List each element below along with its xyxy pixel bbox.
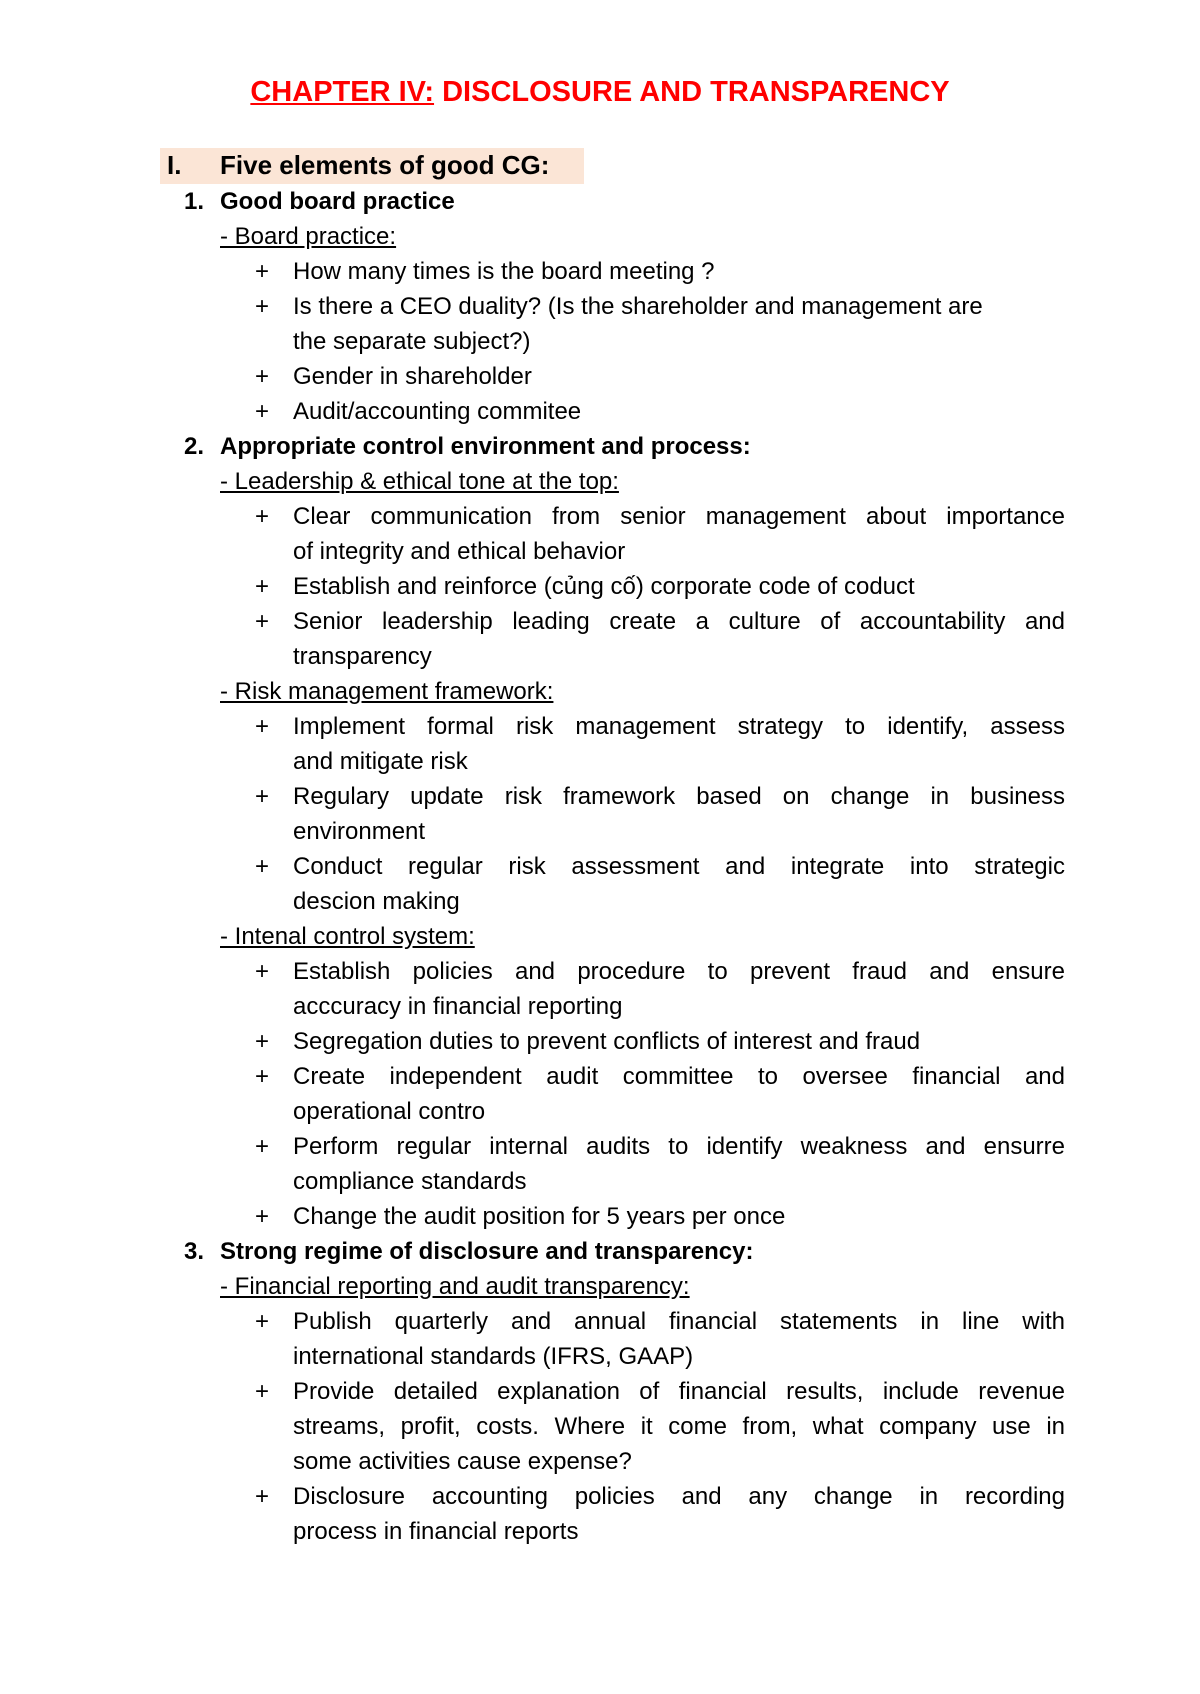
bullet-text: Provide detailed explanation of financial results, include revenue <box>293 1378 1065 1405</box>
bullet-text: Perform regular internal audits to identify weakness and ensurre <box>293 1133 1065 1160</box>
subheading: - Board practice: <box>220 223 397 250</box>
plus-icon: + <box>255 573 270 600</box>
plus-icon: + <box>255 853 270 880</box>
plus-icon: + <box>255 958 270 985</box>
chapter-title-prefix: CHAPTER IV: <box>250 76 435 108</box>
plus-icon: + <box>255 1063 270 1090</box>
bullet-text: acccuracy in financial reporting <box>293 993 623 1020</box>
item-heading: Appropriate control environment and process: <box>220 433 751 460</box>
bullet-text: the separate subject?) <box>293 328 531 355</box>
plus-icon: + <box>255 1203 270 1230</box>
section-title: Five elements of good CG: <box>220 150 550 180</box>
bullet-text: Create independent audit committee to oversee financial and <box>293 1063 1065 1090</box>
plus-icon: + <box>255 1028 270 1055</box>
bullet-text: some activities cause expense? <box>293 1448 632 1475</box>
bullet-text: of integrity and ethical behavior <box>293 538 626 565</box>
bullet-text: Change the audit position for 5 years per once <box>293 1203 786 1230</box>
bullet-text: How many times is the board meeting ? <box>293 258 715 285</box>
bullet-text: Segregation duties to prevent conflicts of interest and fraud <box>293 1028 921 1055</box>
plus-icon: + <box>255 258 270 285</box>
bullet-text: and mitigate risk <box>293 748 468 775</box>
bullet-text: Disclosure accounting policies and any change in recording <box>293 1483 1065 1510</box>
chapter-title-rest: DISCLOSURE AND TRANSPARENCY <box>434 76 950 108</box>
bullet-text: Gender in shareholder <box>293 363 532 390</box>
bullet-text: transparency <box>293 643 432 670</box>
item-heading: Strong regime of disclosure and transparency: <box>220 1238 754 1265</box>
subheading: - Leadership & ethical tone at the top: <box>220 468 619 495</box>
item-number: 2. <box>184 433 205 460</box>
bullet-text: operational contro <box>293 1098 486 1125</box>
bullet-text: streams, profit, costs. Where it come from, what company use in <box>293 1413 1065 1440</box>
item-number: 1. <box>184 188 205 215</box>
bullet-text: Implement formal risk management strategy to identify, assess <box>293 713 1065 740</box>
bullet-text: compliance standards <box>293 1168 527 1195</box>
subheading: - Financial reporting and audit transparency: <box>220 1273 690 1300</box>
section-numeral: I. <box>167 150 182 180</box>
plus-icon: + <box>255 503 270 530</box>
plus-icon: + <box>255 1483 270 1510</box>
bullet-text: Publish quarterly and annual financial statements in line with <box>293 1308 1065 1335</box>
item-number: 3. <box>184 1238 205 1265</box>
plus-icon: + <box>255 1308 270 1335</box>
bullet-text: international standards (IFRS, GAAP) <box>293 1343 694 1370</box>
plus-icon: + <box>255 713 270 740</box>
plus-icon: + <box>255 363 270 390</box>
bullet-text: Establish and reinforce (củng cố) corporate code of coduct <box>293 573 915 600</box>
plus-icon: + <box>255 1133 270 1160</box>
plus-icon: + <box>255 783 270 810</box>
bullet-text: Regulary update risk framework based on change in business <box>293 783 1065 810</box>
bullet-text: process in financial reports <box>293 1518 579 1545</box>
subheading: - Intenal control system: <box>220 923 475 950</box>
bullet-text: descion making <box>293 888 460 915</box>
item-heading: Good board practice <box>220 188 455 215</box>
bullet-text: Establish policies and procedure to prevent fraud and ensure <box>293 958 1065 985</box>
bullet-text: Senior leadership leading create a culture of accountability and <box>293 608 1065 635</box>
bullet-text: environment <box>293 818 426 845</box>
chapter-title <box>0 72 1200 112</box>
bullet-text: Is there a CEO duality? (Is the shareholder and management are <box>293 293 983 320</box>
plus-icon: + <box>255 398 270 425</box>
bullet-text: Clear communication from senior management about importance <box>293 503 1065 530</box>
subheading: - Risk management framework: <box>220 678 554 705</box>
bullet-text: Audit/accounting commitee <box>293 398 582 425</box>
plus-icon: + <box>255 293 270 320</box>
bullet-text: Conduct regular risk assessment and integrate into strategic <box>293 853 1065 880</box>
plus-icon: + <box>255 608 270 635</box>
plus-icon: + <box>255 1378 270 1405</box>
